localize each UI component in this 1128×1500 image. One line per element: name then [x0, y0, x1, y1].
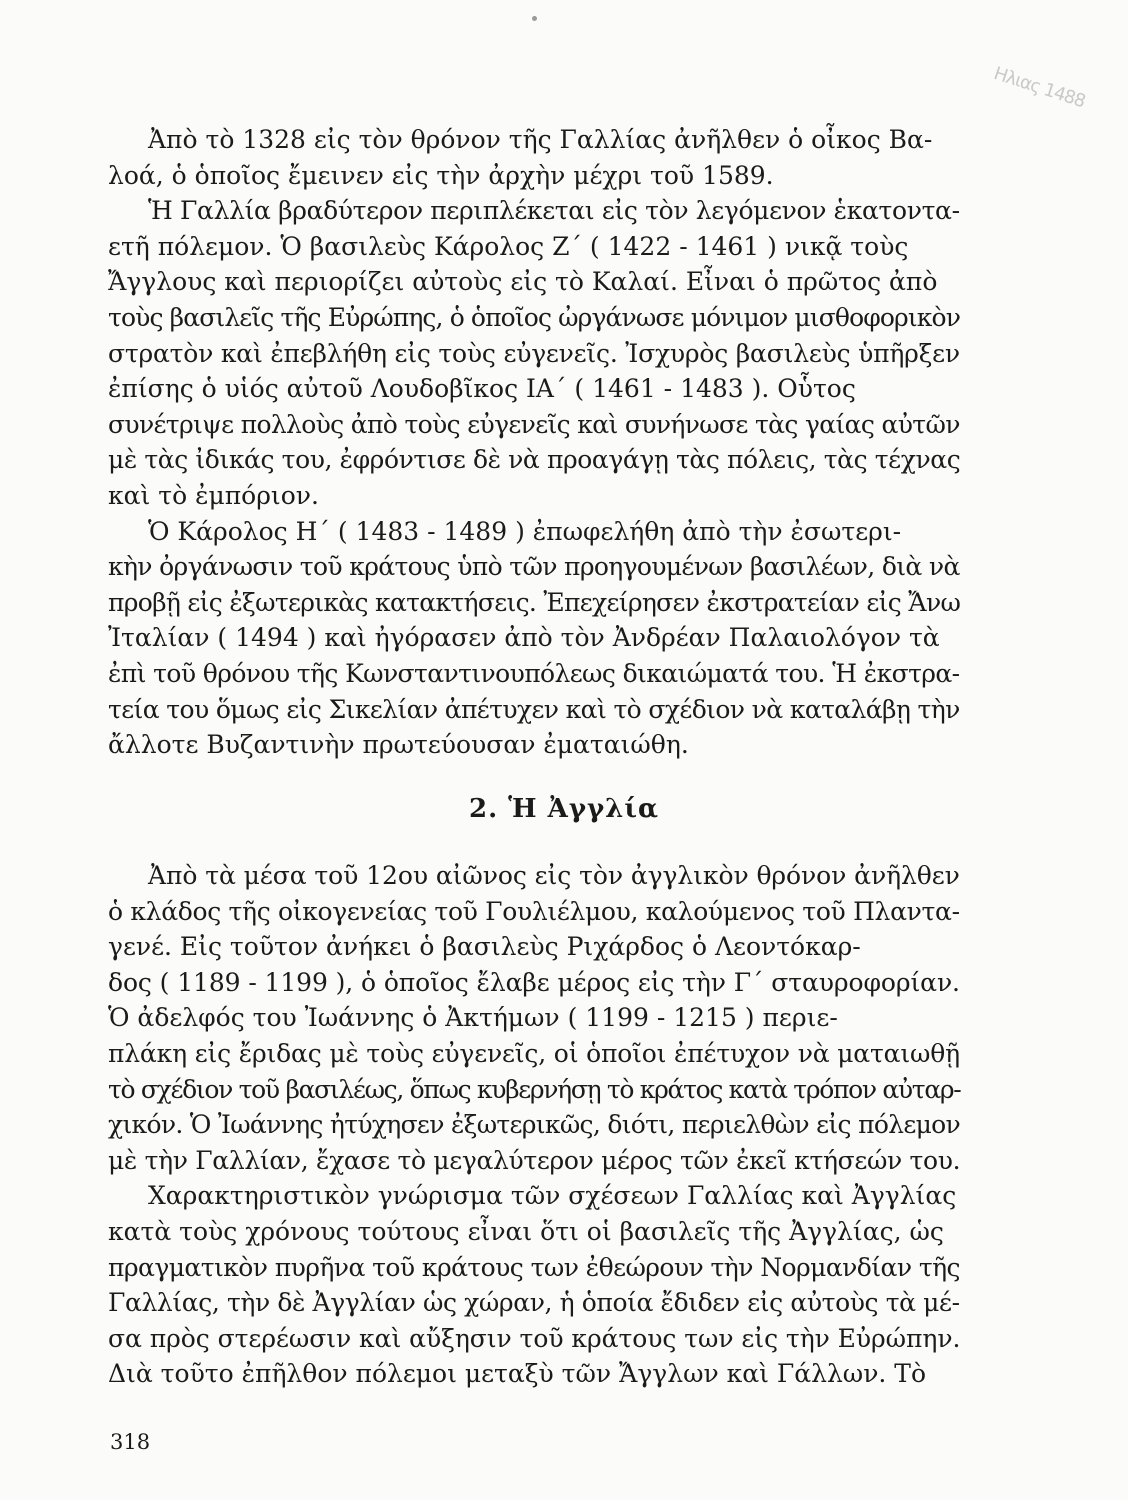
text-line: κατὰ τοὺς χρόνους τούτους εἶναι ὅτι οἱ βασιλεῖς τῆς Ἀγγλίας, ὡς — [108, 1216, 944, 1246]
text-line: χικόν. Ὁ Ἰωάννης ἠτύχησεν ἐξωτερικῶς, διότι, περιελθὼν εἰς πόλεμον — [108, 1110, 960, 1140]
text-line: Χαρακτηριστικὸν γνώρισμα τῶν σχέσεων Γαλλίας καὶ Ἀγγλίας — [148, 1181, 957, 1211]
text-line: στρατὸν καὶ ἐπεβλήθη εἰς τοὺς εὐγενεῖς. Ἰσχυρὸς βασιλεὺς ὑπῆρξεν — [108, 338, 960, 368]
text-line: Ἀπὸ τὰ μέσα τοῦ 12ου αἰῶνος εἰς τὸν ἀγγλικὸν θρόνον ἀνῆλθεν — [148, 861, 960, 890]
text-line: Ὁ Κάρολος Η΄ ( 1483 - 1489 ) ἐπωφελήθη ἀπὸ τὴν ἐσωτερι- — [148, 516, 902, 546]
text-line: ετῆ πόλεμον. Ὁ βασιλεὺς Κάρολος Ζ΄ ( 1422 - 1461 ) νικᾷ τοὺς — [108, 231, 909, 261]
text-line: καὶ τὸ ἐμπόριον. — [108, 480, 319, 510]
text-line: Διὰ τοῦτο ἐπῆλθον πόλεμοι μεταξὺ τῶν Ἄγγλων καὶ Γάλλων. Τὸ — [108, 1359, 927, 1389]
text-line: μὲ τὰς ἰδικάς του, ἐφρόντισε δὲ νὰ προαγάγῃ τὰς πόλεις, τὰς τέχνας — [108, 445, 961, 475]
text-line: συνέτριψε πολλοὺς ἀπὸ τοὺς εὐγενεῖς καὶ συνήνωσε τὰς γαίας αὐτῶν — [108, 409, 960, 439]
text-line: τοὺς βασιλεῖς τῆς Εὐρώπης, ὁ ὁποῖος ὠργάνωσε μόνιμον μισθοφορικὸν — [108, 302, 961, 332]
text-line: Ἄγγλους καὶ περιορίζει αὐτοὺς εἰς τὸ Καλαί. Εἶναι ὁ πρῶτος ἀπὸ — [108, 267, 938, 297]
text-line: ἐπὶ τοῦ θρόνου τῆς Κωνσταντινουπόλεως δικαιώματά του. Ἡ ἐκστρα- — [108, 658, 960, 688]
text-line: πραγματικὸν πυρῆνα τοῦ κράτους των ἐθεώρουν τὴν Νορμανδίαν τῆς — [108, 1252, 960, 1282]
text-line: ἐπίσης ὁ υἱός αὐτοῦ Λουδοβῖκος ΙΑ΄ ( 1461 - 1483 ). Οὗτος — [108, 374, 856, 404]
text-line: Ἀπὸ τὸ 1328 εἰς τὸν θρόνον τῆς Γαλλίας ἀνῆλθεν ὁ οἶκος Βα- — [148, 125, 933, 154]
text-block-france — [108, 122, 960, 763]
text-line: Ὁ ἀδελφός του Ἰωάννης ὁ Ἀκτήμων ( 1199 - 1215 ) περιε- — [108, 1003, 838, 1033]
text-line: λοά, ὁ ὁποῖος ἔμεινεν εἰς τὴν ἀρχὴν μέχρι τοῦ 1589. — [108, 160, 774, 190]
text-line: Γαλλίας, τὴν δὲ Ἀγγλίαν ὡς χώραν, ἡ ὁποία ἔδιδεν εἰς αὐτοὺς τὰ μέ- — [108, 1288, 960, 1318]
margin-handwritten-note: Ηλιας 1488 — [991, 62, 1088, 113]
text-line: Ἡ Γαλλία βραδύτερον περιπλέκεται εἰς τὸν λεγόμενον ἑκατοντα- — [148, 196, 960, 226]
printer-mark — [532, 16, 537, 21]
text-line: ἄλλοτε Βυζαντινὴν πρωτεύουσαν ἐματαιώθη. — [108, 730, 689, 760]
text-line: τὸ σχέδιον τοῦ βασιλέως, ὅπως κυβερνήσῃ τὸ κράτος κατὰ τρόπον αὐταρ- — [108, 1074, 961, 1104]
text-block-england — [108, 858, 960, 1392]
text-line: προβῇ εἰς ἐξωτερικὰς κατακτήσεις. Ἐπεχείρησεν ἐκστρατείαν εἰς Ἄνω — [108, 587, 961, 617]
text-line: μὲ τὴν Γαλλίαν, ἔχασε τὸ μεγαλύτερον μέρος τῶν ἐκεῖ κτήσεών του. — [108, 1145, 961, 1175]
text-line: τεία του ὅμως εἰς Σικελίαν ἀπέτυχεν καὶ τὸ σχέδιον νὰ καταλάβῃ τὴν — [108, 694, 960, 724]
page-number: 318 — [110, 1430, 151, 1454]
text-line: γενέ. Εἰς τοῦτον ἀνήκει ὁ βασιλεὺς Ριχάρδος ὁ Λεοντόκαρ- — [108, 932, 861, 962]
text-line: κὴν ὀργάνωσιν τοῦ κράτους ὑπὸ τῶν προηγουμένων βασιλέων, διὰ νὰ — [108, 552, 960, 582]
text-line: σα πρὸς στερέωσιν καὶ αὔξησιν τοῦ κράτους των εἰς τὴν Εὐρώπην. — [108, 1323, 961, 1353]
text-line: δος ( 1189 - 1199 ), ὁ ὁποῖος ἔλαβε μέρος εἰς τὴν Γ΄ σταυροφορίαν. — [108, 967, 960, 997]
section-heading: 2. Ἡ Ἀγγλία — [468, 794, 660, 824]
text-line: ὁ κλάδος τῆς οἰκογενείας τοῦ Γουλιέλμου, καλούμενος τοῦ Πλαντα- — [108, 896, 960, 926]
text-line: Ἰταλίαν ( 1494 ) καὶ ἠγόρασεν ἀπὸ τὸν Ἀνδρέαν Παλαιολόγον τὰ — [108, 623, 940, 653]
text-line: πλάκη εἰς ἔριδας μὲ τοὺς εὐγενεῖς, οἱ ὁποῖοι ἐπέτυχον νὰ ματαιωθῇ — [108, 1038, 960, 1068]
